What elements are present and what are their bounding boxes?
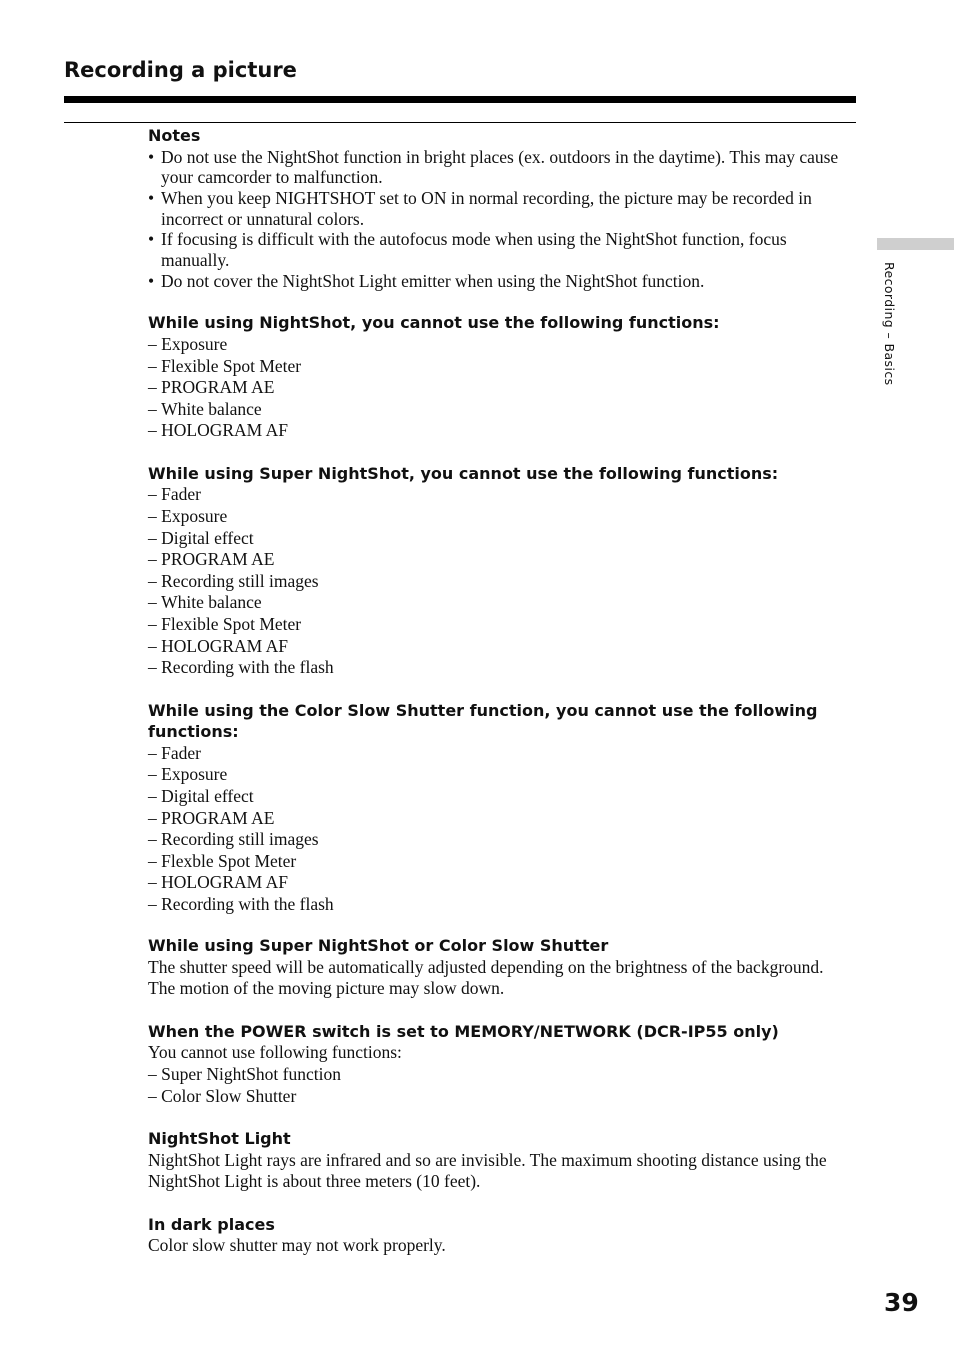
list-item: – Exposure (148, 334, 853, 356)
list-item: – HOLOGRAM AF (148, 636, 853, 658)
page-number: 39 (884, 1288, 919, 1317)
note-bullet: • Do not use the NightShot function in bright places (ex. outdoors in the daytime). This may cause your camcorder to malfunction. (148, 147, 853, 188)
notes-heading: Notes (148, 126, 201, 145)
nightshot-light-text: NightShot Light rays are infrared and so are invisible. The maximum shooting distance using the NightShot Light is about three meters (10 feet). (148, 1149, 827, 1192)
color-slow-shutter-heading: While using the Color Slow Shutter function, you cannot use the following functions: (148, 700, 818, 742)
list-item: – Recording with the flash (148, 657, 853, 679)
note-bullet: • If focusing is difficult with the autofocus mode when using the NightShot function, focus manually. (148, 229, 853, 270)
list-item: – PROGRAM AE (148, 377, 853, 399)
list-item: – Recording with the flash (148, 894, 853, 916)
note-bullet: • When you keep NIGHTSHOT set to ON in normal recording, the picture may be recorded in incorrect or unnatural colors. (148, 188, 853, 229)
list-item: – Flexible Spot Meter (148, 356, 853, 378)
power-switch-heading: When the POWER switch is set to MEMORY/NETWORK (DCR-IP55 only) (148, 1021, 779, 1041)
note-bullet: • Do not cover the NightShot Light emitter when using the NightShot function. (148, 271, 853, 292)
list-item: – Flexible Spot Meter (148, 614, 853, 636)
list-item: – Recording still images (148, 571, 853, 593)
dark-places-text: Color slow shutter may not work properly. (148, 1235, 446, 1256)
list-item: – Exposure (148, 764, 853, 786)
nightshot-light-section (148, 1128, 853, 1193)
main-content (148, 125, 853, 1257)
dark-places-section (148, 1214, 853, 1257)
list-item: – Fader (148, 743, 853, 765)
list-item: – HOLOGRAM AF (148, 872, 853, 894)
super-nightshot-section (148, 463, 853, 679)
side-tab-marker (877, 238, 954, 250)
nightshot-heading: While using NightShot, you cannot use the following functions: (148, 313, 720, 333)
list-item: – Super NightShot function (148, 1064, 853, 1086)
notes-section (148, 125, 853, 291)
list-item: – Flexble Spot Meter (148, 851, 853, 873)
list-item: – White balance (148, 399, 853, 421)
list-item: – Digital effect (148, 528, 853, 550)
dark-places-heading: In dark places (148, 1214, 275, 1234)
list-item: – Digital effect (148, 786, 853, 808)
list-item: – PROGRAM AE (148, 808, 853, 830)
side-tab-label: Recording – Basics (882, 262, 897, 386)
power-switch-text: You cannot use following functions: (148, 1042, 402, 1063)
list-item: – Recording still images (148, 829, 853, 851)
page-title: Recording a picture (64, 58, 297, 82)
nightshot-light-heading: NightShot Light (148, 1129, 291, 1149)
list-item: – HOLOGRAM AF (148, 420, 853, 442)
super-nightshot-heading: While using Super NightShot, you cannot use the following functions: (148, 463, 779, 483)
list-item: – Exposure (148, 506, 853, 528)
list-item: – Fader (148, 484, 853, 506)
list-item: – PROGRAM AE (148, 549, 853, 571)
title-rule-thin (64, 122, 856, 123)
list-item: – White balance (148, 592, 853, 614)
super-or-color-section (148, 935, 853, 1000)
nightshot-section (148, 312, 853, 441)
super-or-color-text: The shutter speed will be automatically adjusted depending on the brightness of the background. The motion of the moving picture may slow down. (148, 956, 824, 999)
title-rule-thick (64, 96, 856, 103)
list-item: – Color Slow Shutter (148, 1086, 853, 1108)
super-or-color-heading: While using Super NightShot or Color Slow Shutter (148, 936, 609, 956)
power-switch-section (148, 1021, 853, 1107)
color-slow-shutter-section (148, 700, 853, 916)
